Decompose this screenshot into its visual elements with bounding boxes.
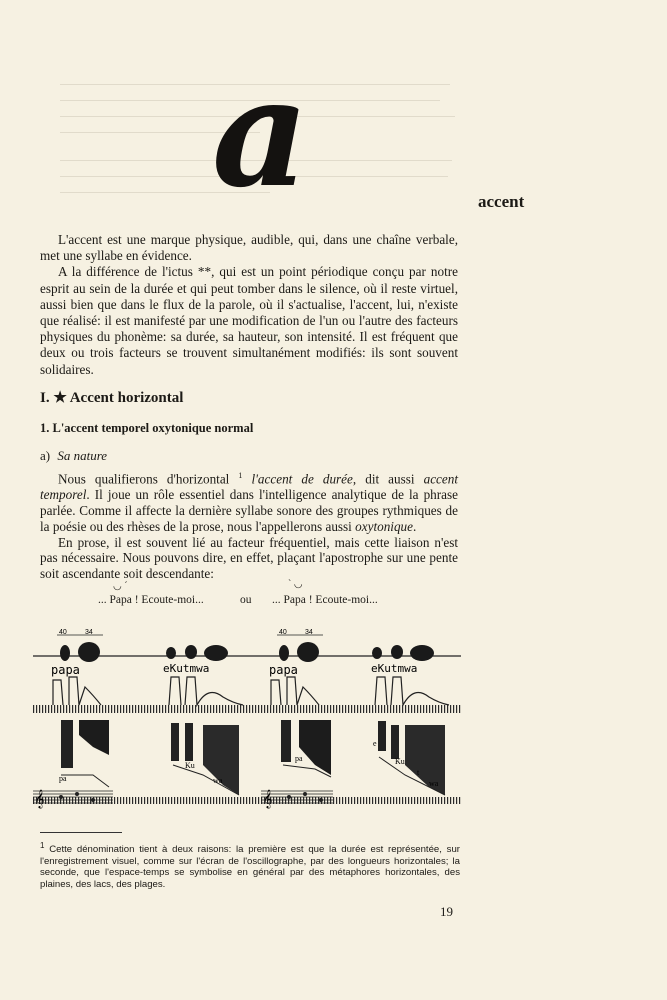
sub-heading <box>40 448 107 464</box>
subsection-title: 1. L'accent temporel oxytonique normal <box>40 421 254 435</box>
footnote-ref: 1 <box>238 471 243 480</box>
spectrogram-block <box>378 721 386 751</box>
pitch-line <box>61 775 109 787</box>
svg-text:𝄞: 𝄞 <box>35 789 45 808</box>
waveform-blob <box>372 647 382 659</box>
footnote <box>40 840 460 891</box>
waveform-blob <box>78 642 100 662</box>
waveform-blob <box>166 647 176 659</box>
entry-word: accent <box>478 192 525 211</box>
waveform-blob <box>204 645 228 661</box>
intro-paragraph-2: A la différence de l'ictus **, qui est un point périodique conçu par notre esprit au sein de la durée et qui peut tomber dans le silence, où il reste virtuel, aussi bien que dans le flux de la parole, où il s'actualise, l'accent, lui, n'existe que réalisé: il est manifesté par une modification de l'un ou l'autre des facteurs physiques du phonème: sa durée, sa hauteur, son intensité. Il est fréquent que deux ou trois facteurs se trouvent simultanément modifiés: ils sont souvent solidaires. <box>40 264 458 377</box>
waveform-blob <box>391 645 403 659</box>
rising-accent-mark: ◡ ˊ <box>113 581 128 592</box>
envelope-curve <box>53 677 101 705</box>
footnote-number: 1 <box>40 841 45 850</box>
spectrogram-block <box>185 723 193 761</box>
time-axis <box>33 705 461 713</box>
figure-label: pa <box>59 774 67 783</box>
sub-heading-label: a) <box>40 448 51 463</box>
phonetic-label: eKutmwa <box>163 662 210 675</box>
spectrogram-block <box>299 720 331 775</box>
phonetic-label: papa <box>51 663 80 677</box>
page-number: 19 <box>440 904 453 919</box>
duration-value: 40 <box>279 629 287 636</box>
phonetic-label: eKutmwa <box>371 662 418 675</box>
figure-label: Ku <box>185 761 195 770</box>
example-falling: ... Papa ! Ecoute-moi... <box>272 594 378 606</box>
figure-label: Ku <box>395 757 405 766</box>
duration-value: 34 <box>305 629 313 636</box>
intro-text <box>40 232 458 378</box>
figure-label: e <box>373 739 377 748</box>
footnote-rule <box>40 832 122 833</box>
figure-label: t <box>417 768 420 777</box>
waveform-blob <box>297 642 319 662</box>
example-or: ou <box>240 594 252 606</box>
figure-label: pa <box>295 754 303 763</box>
entry-initial-letter: a <box>212 45 310 221</box>
spectrogram-block <box>281 720 291 762</box>
waveform-blob <box>185 645 197 659</box>
svg-text:𝄞: 𝄞 <box>263 789 273 808</box>
waveform-blob <box>279 645 289 661</box>
sub-heading-title: Sa nature <box>57 448 108 463</box>
waveform-blob <box>60 645 70 661</box>
section-title: I. ★ Accent horizontal <box>40 390 184 406</box>
waveform-blob <box>410 645 434 661</box>
spectrogram-block <box>171 723 179 761</box>
phonetic-label: papa <box>269 663 298 677</box>
nature-text <box>40 468 458 582</box>
duration-value: 34 <box>85 629 93 636</box>
example-rising: ... Papa ! Ecoute-moi... <box>98 594 204 606</box>
spectrogram-block <box>61 720 73 768</box>
envelope-curve <box>169 677 243 705</box>
duration-value: 40 <box>59 629 67 636</box>
figure-label: wa <box>429 779 439 788</box>
figure-label: wa <box>213 776 223 785</box>
spectrogram-block <box>391 725 399 759</box>
spectrogram-block <box>79 720 109 755</box>
nature-paragraph-2: En prose, il est souvent lié au facteur fréquentiel, mais cette liaison n'est pas nécessaire. Nous pouvons dire, en effet, plaçant l'apostrophe sur une pente soit ascendante soit descendante: <box>40 534 458 582</box>
envelope-curve <box>271 677 319 705</box>
oscillograph-figure <box>33 625 461 810</box>
footnote-text: Cette dénomination tient à deux raisons: la première est que la durée est représentée, sur l'enregistrement visuel, comme sur l'écran de l'oscillographe, par des longueurs horizontales; la seconde, que l'espace-temps se symbolise en général par des métaphores horizontales, des plaines, des lacs, des plages. <box>40 844 460 890</box>
nature-paragraph-1: Nous qualifierons d'horizontal $^1$ l'accent de durée, dit aussi accent temporel. Il joue un rôle essentiel dans l'intelligence analytique de la phrase parlée. Comme il affecte la dernière syllabe sonore des groupes rythmiques de la poésie ou des rhèses de la prose, nous l'appellerons aussi oxytonique. <box>40 471 459 534</box>
intro-paragraph-1: L'accent est une marque physique, audible, qui, dans une chaîne verbale, met une syllabe en évidence. <box>40 232 458 264</box>
envelope-curve <box>375 677 449 705</box>
falling-accent-mark: ˋ ◡ <box>288 579 303 590</box>
